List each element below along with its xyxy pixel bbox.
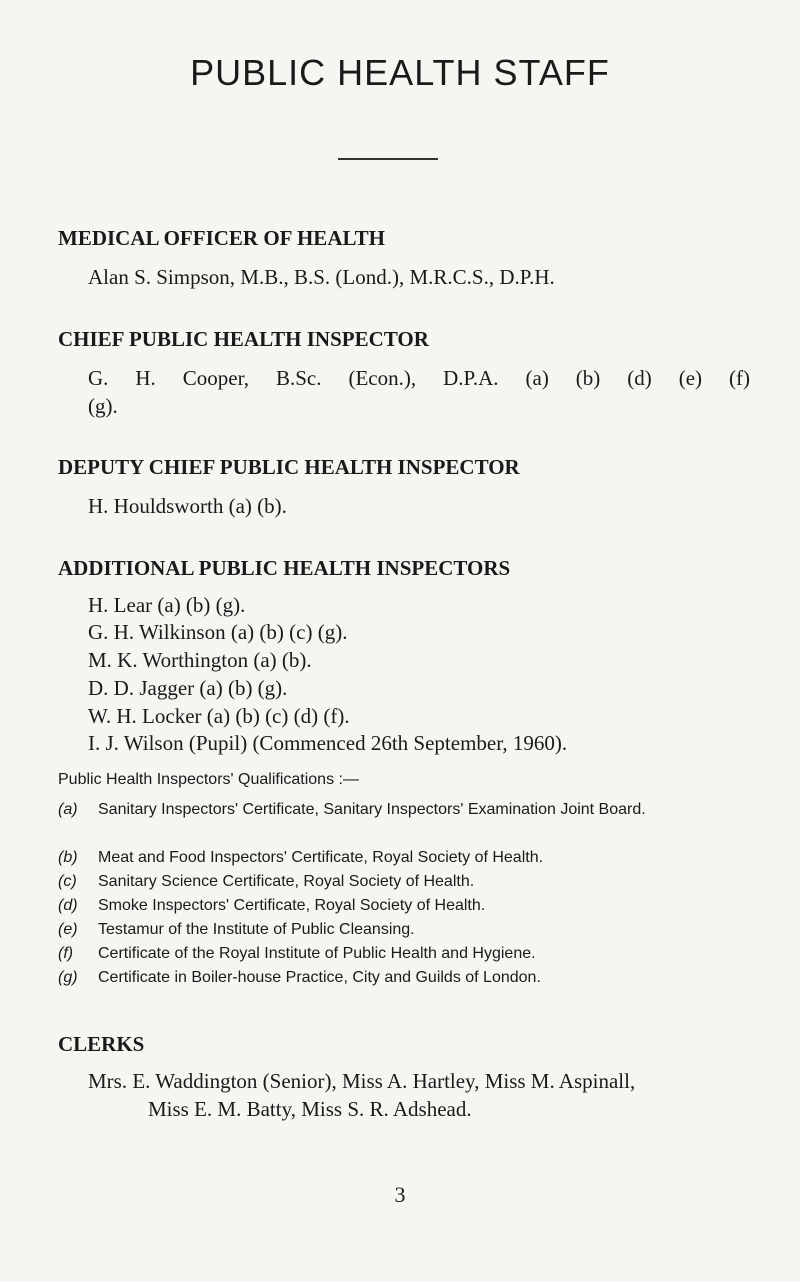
pupil-inspector: I. J. Wilson (Pupil) (Commenced 26th September, 1960). (88, 731, 568, 755)
clerks-names-cont: Miss E. M. Batty, Miss S. R. Adshead. (148, 1097, 472, 1121)
page-title: PUBLIC HEALTH STAFF (190, 52, 610, 93)
qualification-text: Sanitary Inspectors' Certificate, Sanitary Inspectors' Examination Joint Board. (98, 801, 646, 818)
qualification-text: Sanitary Science Certificate, Royal Society of Health. (98, 873, 475, 890)
inspector-list-item: H. Lear (a) (b) (g). (88, 593, 246, 617)
qualification-key: (d) (58, 897, 78, 914)
title-divider (338, 158, 438, 160)
deputy-inspector-heading: DEPUTY CHIEF PUBLIC HEALTH INSPECTOR (58, 455, 520, 479)
inspector-list-item: W. H. Locker (a) (b) (c) (d) (f). (88, 704, 350, 728)
qualification-key: (a) (58, 801, 78, 818)
qualification-text: Certificate of the Royal Institute of Public Health and Hygiene. (98, 945, 536, 962)
qualification-item (58, 848, 748, 868)
qualification-text: Smoke Inspectors' Certificate, Royal Society of Health. (98, 897, 486, 914)
qualification-item (58, 968, 748, 988)
qualification-text: Testamur of the Institute of Public Cleansing. (98, 921, 415, 938)
qualification-text: Certificate in Boiler-house Practice, City and Guilds of London. (98, 969, 541, 986)
qualification-item (58, 920, 748, 940)
qualification-key: (e) (58, 921, 78, 938)
additional-inspectors-heading: ADDITIONAL PUBLIC HEALTH INSPECTORS (58, 556, 511, 580)
inspector-list-item: M. K. Worthington (a) (b). (88, 648, 312, 672)
chief-inspector-name: G. H. Cooper, B.Sc. (Econ.), D.P.A. (a) (b) (d) (e) (f) (88, 366, 750, 390)
inspector-list-item: G. H. Wilkinson (a) (b) (c) (g). (88, 620, 348, 644)
qualification-item (58, 800, 748, 820)
chief-inspector-name-cont: (g). (88, 394, 118, 418)
chief-inspector-heading: CHIEF PUBLIC HEALTH INSPECTOR (58, 327, 429, 351)
qualification-text: Meat and Food Inspectors' Certificate, Royal Society of Health. (98, 849, 544, 866)
moh-name: Alan S. Simpson, M.B., B.S. (Lond.), M.R.C.S., D.P.H. (88, 265, 555, 289)
qualification-key: (b) (58, 849, 78, 866)
qualification-key: (c) (58, 873, 77, 890)
qualification-key: (f) (58, 945, 74, 962)
page-number: 3 (394, 1182, 406, 1207)
qualification-key: (g) (58, 969, 78, 986)
qualification-item (58, 944, 748, 964)
qualifications-label: Public Health Inspectors' Qualifications :— (58, 771, 359, 788)
inspector-list-item: D. D. Jagger (a) (b) (g). (88, 676, 288, 700)
clerks-names: Mrs. E. Waddington (Senior), Miss A. Hartley, Miss M. Aspinall, (88, 1069, 636, 1093)
moh-heading: MEDICAL OFFICER OF HEALTH (58, 226, 385, 250)
deputy-inspector-name: H. Houldsworth (a) (b). (88, 494, 287, 518)
qualification-item (58, 896, 748, 916)
clerks-heading: CLERKS (58, 1032, 145, 1056)
qualification-item (58, 872, 748, 892)
